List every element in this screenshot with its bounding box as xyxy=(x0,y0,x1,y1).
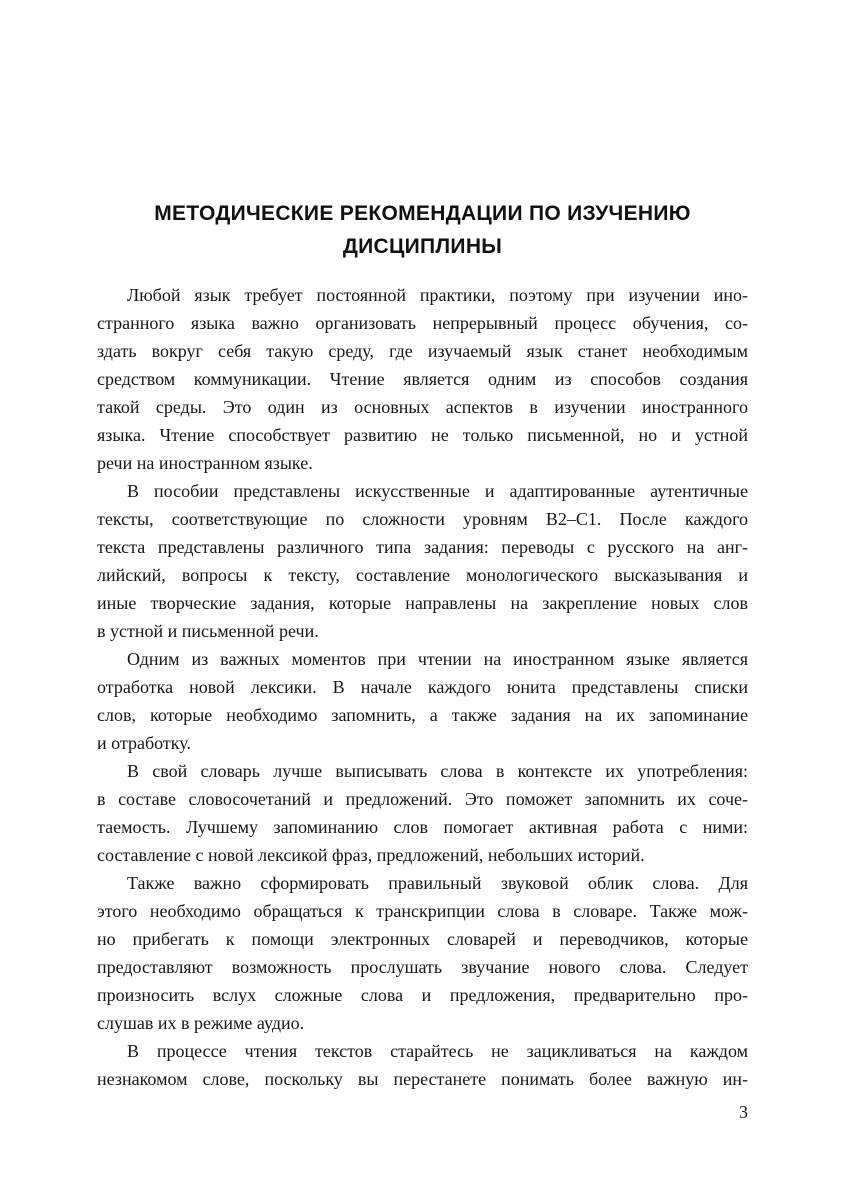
text-line: лийский, вопросы к тексту, составление монологического высказывания и xyxy=(97,565,748,585)
text-line: Любой язык требует постоянной практики, поэтому при изучении ино- xyxy=(127,285,748,305)
paragraph-5 xyxy=(97,869,748,1037)
text-line: иные творческие задания, которые направлены на закрепление новых слов xyxy=(97,593,748,613)
text-line: составление с новой лексикой фраз, предложений, небольших историй. xyxy=(97,845,645,865)
text-line: Одним из важных моментов при чтении на иностранном языке является xyxy=(127,649,748,669)
paragraph-3 xyxy=(97,645,748,757)
text-line: здать вокруг себя такую среду, где изучаемый язык станет необходимым xyxy=(97,341,748,361)
text-line: но прибегать к помощи электронных словарей и переводчиков, которые xyxy=(97,929,748,949)
text-line: незнакомом слове, поскольку вы перестанете понимать более важную ин- xyxy=(97,1069,748,1089)
page-title-line: ДИСЦИПЛИНЫ xyxy=(342,235,503,258)
text-line: произносить вслух сложные слова и предложения, предварительно про- xyxy=(97,985,748,1005)
text-line: Также важно сформировать правильный звуковой облик слова. Для xyxy=(127,873,748,893)
body-text xyxy=(97,281,748,1093)
text-line: странного языка важно организовать непрерывный процесс обучения, со- xyxy=(97,313,748,333)
text-line: такой среды. Это один из основных аспектов в изучении иностранного xyxy=(97,397,748,417)
text-line: слов, которые необходимо запомнить, а также задания на их запоминание xyxy=(97,705,748,725)
paragraph-6 xyxy=(97,1037,748,1093)
text-line: тексты, соответствующие по сложности уровням B2–C1. После каждого xyxy=(97,509,748,529)
text-line: предоставляют возможность прослушать звучание нового слова. Следует xyxy=(97,957,748,977)
text-line: отработка новой лексики. В начале каждого юнита представлены списки xyxy=(97,677,748,697)
paragraph-4 xyxy=(97,757,748,869)
text-line: языка. Чтение способствует развитию не только письменной, но и устной xyxy=(97,425,748,445)
paragraph-1 xyxy=(97,281,748,477)
text-line: и отработку. xyxy=(97,733,191,753)
page-title-line: МЕТОДИЧЕСКИЕ РЕКОМЕНДАЦИИ ПО ИЗУЧЕНИЮ xyxy=(154,202,691,225)
text-line: этого необходимо обращаться к транскрипции слова в словаре. Также мож- xyxy=(97,901,748,921)
text-line: средством коммуникации. Чтение является одним из способов создания xyxy=(97,369,748,389)
page-title xyxy=(97,197,748,263)
text-line: В свой словарь лучше выписывать слова в контексте их употребления: xyxy=(127,761,748,781)
paragraph-2 xyxy=(97,477,748,645)
text-line: текста представлены различного типа задания: переводы с русского на анг- xyxy=(97,537,748,557)
text-line: слушав их в режиме аудио. xyxy=(97,1013,305,1033)
page-number: 3 xyxy=(739,1102,748,1122)
text-line: в устной и письменной речи. xyxy=(97,621,319,641)
text-line: В пособии представлены искусственные и адаптированные аутентичные xyxy=(127,481,748,501)
text-line: речи на иностранном языке. xyxy=(97,453,313,473)
text-line: В процессе чтения текстов старайтесь не зацикливаться на каждом xyxy=(127,1041,748,1061)
page-content xyxy=(97,197,748,1093)
text-line: в составе словосочетаний и предложений. Это поможет запомнить их соче- xyxy=(97,789,748,809)
text-line: таемость. Лучшему запоминанию слов помогает активная работа с ними: xyxy=(97,817,748,837)
